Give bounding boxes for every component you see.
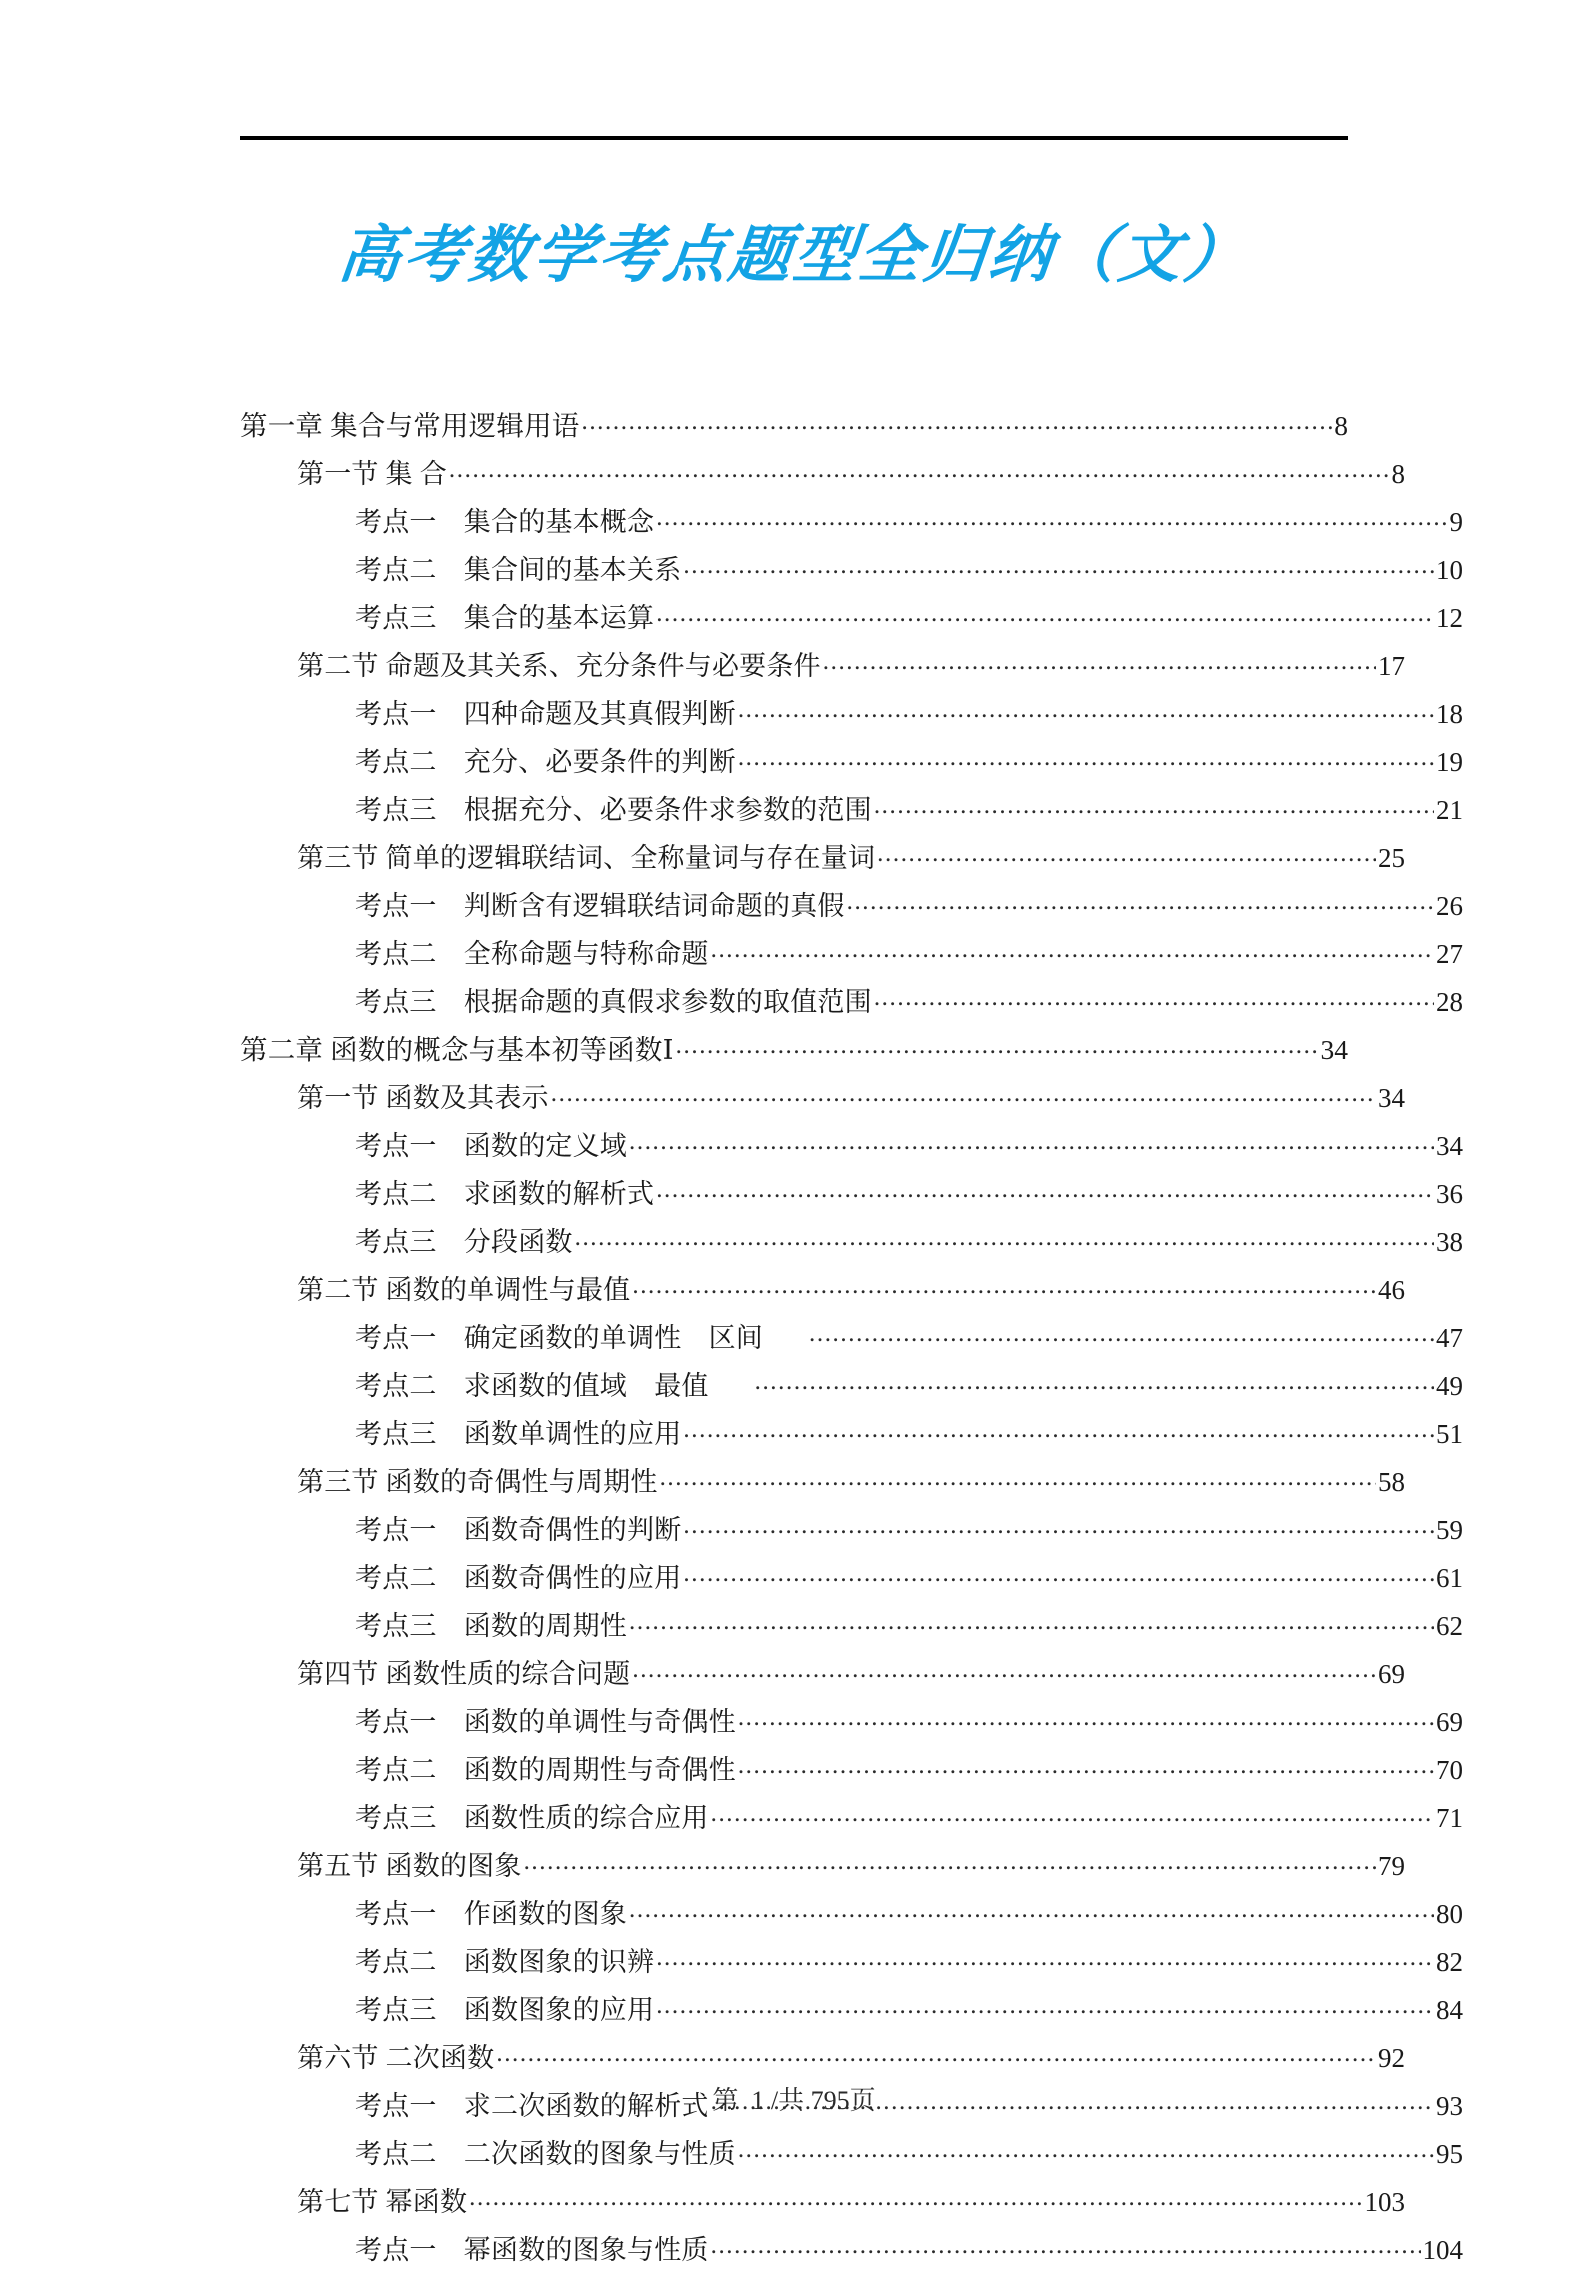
- toc-entry-chapter[interactable]: [240, 408, 1348, 456]
- toc-dot-leader: [629, 1896, 1434, 1923]
- toc-entry-page-number: 28: [1436, 987, 1463, 1017]
- toc-entry-point[interactable]: [240, 1128, 1463, 1176]
- toc-dot-leader: [632, 1272, 1376, 1299]
- toc-dot-leader: [656, 600, 1434, 627]
- toc-entry-point[interactable]: [240, 984, 1463, 1032]
- toc-dot-leader: [874, 984, 1434, 1011]
- toc-dot-leader: [469, 2184, 1362, 2211]
- toc-entry-label: 考点一 判断含有逻辑联结词命题的真假: [355, 891, 845, 921]
- toc-entry-section[interactable]: [240, 1080, 1405, 1128]
- toc-entry-label: 考点一 作函数的图象: [355, 1899, 627, 1929]
- toc-entry-label: 考点一 函数奇偶性的判断: [355, 1515, 682, 1545]
- toc-dot-leader: [660, 1464, 1376, 1491]
- toc-entry-point[interactable]: [240, 2136, 1463, 2184]
- toc-entry-label: 第六节 二次函数: [297, 2043, 495, 2073]
- toc-entry-page-number: 34: [1378, 1083, 1405, 1113]
- toc-entry-label: 考点一 函数的单调性与奇偶性: [355, 1707, 736, 1737]
- toc-dot-leader: [683, 1416, 1434, 1443]
- toc-entry-section[interactable]: [240, 1848, 1405, 1896]
- toc-entry-chapter[interactable]: [240, 1032, 1348, 1080]
- toc-entry-label: 第一节 函数及其表示: [297, 1083, 549, 1113]
- toc-dot-leader: [874, 792, 1434, 819]
- toc-entry-page-number: 84: [1436, 1995, 1463, 2025]
- toc-entry-page-number: 58: [1378, 1467, 1405, 1497]
- toc-entry-label: 考点一 函数的定义域: [355, 1131, 627, 1161]
- toc-dot-leader: [823, 648, 1376, 675]
- page-title: 高考数学考点题型全归纳（文）: [335, 218, 1253, 291]
- toc-entry-page-number: 69: [1436, 1707, 1463, 1737]
- toc-entry-label: 考点二 函数奇偶性的应用: [355, 1563, 682, 1593]
- toc-entry-section[interactable]: [240, 1272, 1405, 1320]
- toc-entry-label: 考点二 求函数的解析式: [355, 1179, 655, 1209]
- toc-entry-label: 考点一 四种命题及其真假判断: [355, 699, 736, 729]
- toc-dot-leader: [676, 1032, 1319, 1059]
- toc-entry-page-number: 69: [1378, 1659, 1405, 1689]
- toc-entry-label: 考点三 根据充分、必要条件求参数的范围: [355, 795, 872, 825]
- toc-dot-leader: [496, 2040, 1376, 2067]
- toc-entry-page-number: 9: [1449, 507, 1463, 537]
- toc-entry-point[interactable]: [240, 600, 1463, 648]
- toc-entry-page-number: 47: [1436, 1323, 1463, 1353]
- toc-entry-page-number: 25: [1378, 843, 1405, 873]
- toc-entry-label: 考点三 集合的基本运算: [355, 603, 655, 633]
- toc-entry-point[interactable]: [240, 1704, 1463, 1752]
- toc-entry-label: 第一节 集 合: [297, 459, 447, 489]
- toc-entry-label: 第二章 函数的概念与基本初等函数Ⅰ: [240, 1034, 674, 1065]
- toc-dot-leader: [581, 408, 1332, 435]
- toc-dot-leader: [656, 504, 1447, 531]
- toc-dot-leader: [683, 552, 1434, 579]
- toc-dot-leader: [738, 1752, 1434, 1779]
- toc-entry-point[interactable]: [240, 936, 1463, 984]
- header-rule: [240, 136, 1348, 140]
- toc-dot-leader: [656, 1176, 1434, 1203]
- toc-entry-point[interactable]: [240, 744, 1463, 792]
- toc-entry-point[interactable]: [240, 792, 1463, 840]
- toc-dot-leader: [847, 888, 1434, 915]
- toc-entry-page-number: 59: [1436, 1515, 1463, 1545]
- toc-entry-label: 考点三 根据命题的真假求参数的取值范围: [355, 987, 872, 1017]
- toc-dot-leader: [711, 1800, 1434, 1827]
- toc-entry-label: 考点一 求二次函数的解析式: [355, 2091, 709, 2121]
- toc-entry-page-number: 19: [1436, 747, 1463, 777]
- toc-entry-label: 考点二 求函数的值域 最值: [355, 1371, 709, 1401]
- toc-dot-leader: [656, 1944, 1434, 1971]
- toc-entry-point[interactable]: [240, 1608, 1463, 1656]
- toc-entry-page-number: 17: [1378, 651, 1405, 681]
- toc-entry-section[interactable]: [240, 1656, 1405, 1704]
- toc-entry-label: 第一章 集合与常用逻辑用语: [240, 410, 580, 441]
- toc-dot-leader: [656, 1992, 1434, 2019]
- toc-entry-point[interactable]: [240, 696, 1463, 744]
- table-of-contents: [240, 408, 1463, 2280]
- toc-entry-point[interactable]: [240, 1896, 1463, 1944]
- toc-entry-point[interactable]: [240, 1416, 1463, 1464]
- toc-entry-label: 考点二 函数的周期性与奇偶性: [355, 1755, 736, 1785]
- toc-entry-page-number: 80: [1436, 1899, 1463, 1929]
- toc-entry-page-number: 46: [1378, 1275, 1405, 1305]
- toc-entry-page-number: 26: [1436, 891, 1463, 921]
- toc-entry-label: 考点三 函数性质的综合应用: [355, 1803, 709, 1833]
- toc-entry-label: 考点三 分段函数: [355, 1227, 573, 1257]
- toc-entry-label: 第二节 命题及其关系、充分条件与必要条件: [297, 651, 821, 681]
- toc-entry-point[interactable]: [240, 552, 1463, 600]
- toc-entry-page-number: 51: [1436, 1419, 1463, 1449]
- toc-entry-point[interactable]: [240, 504, 1463, 552]
- toc-entry-point[interactable]: [240, 1800, 1463, 1848]
- toc-entry-section[interactable]: [240, 648, 1405, 696]
- toc-entry-point[interactable]: [240, 1320, 1463, 1368]
- toc-entry-point[interactable]: [240, 1512, 1463, 1560]
- toc-entry-page-number: 12: [1436, 603, 1463, 633]
- toc-dot-leader: [711, 2232, 1421, 2259]
- toc-entry-section[interactable]: [240, 1464, 1405, 1512]
- toc-dot-leader: [711, 936, 1434, 963]
- toc-entry-page-number: 93: [1436, 2091, 1463, 2121]
- toc-dot-leader: [738, 744, 1434, 771]
- toc-entry-page-number: 70: [1436, 1755, 1463, 1785]
- toc-entry-page-number: 21: [1436, 795, 1463, 825]
- toc-entry-label: 考点三 函数单调性的应用: [355, 1419, 682, 1449]
- toc-entry-page-number: 79: [1378, 1851, 1405, 1881]
- toc-entry-page-number: 61: [1436, 1563, 1463, 1593]
- toc-entry-page-number: 82: [1436, 1947, 1463, 1977]
- toc-entry-page-number: 62: [1436, 1611, 1463, 1641]
- toc-entry-section[interactable]: [240, 2184, 1405, 2232]
- toc-entry-label: 第四节 函数性质的综合问题: [297, 1659, 631, 1689]
- toc-entry-point[interactable]: [240, 2232, 1463, 2280]
- toc-entry-label: 考点三 函数的周期性: [355, 1611, 627, 1641]
- toc-entry-point[interactable]: [240, 1992, 1463, 2040]
- toc-entry-section[interactable]: [240, 456, 1405, 504]
- toc-entry-label: 考点三 函数图象的应用: [355, 1995, 655, 2025]
- toc-entry-label: 第二节 函数的单调性与最值: [297, 1275, 631, 1305]
- toc-dot-leader: [738, 2136, 1434, 2163]
- toc-dot-leader: [449, 456, 1390, 483]
- toc-dot-leader: [632, 1656, 1376, 1683]
- toc-entry-point[interactable]: [240, 888, 1463, 936]
- toc-dot-leader: [551, 1080, 1376, 1107]
- toc-entry-page-number: 8: [1391, 459, 1405, 489]
- toc-entry-label: 考点二 充分、必要条件的判断: [355, 747, 736, 777]
- toc-entry-page-number: 49: [1436, 1371, 1463, 1401]
- toc-entry-page-number: 34: [1436, 1131, 1463, 1161]
- toc-entry-label: 第三节 简单的逻辑联结词、全称量词与存在量词: [297, 843, 876, 873]
- toc-entry-label: 考点一 集合的基本概念: [355, 507, 655, 537]
- toc-dot-leader: [683, 1560, 1434, 1587]
- toc-entry-point[interactable]: [240, 1176, 1463, 1224]
- toc-dot-leader: [575, 1224, 1434, 1251]
- toc-entry-point[interactable]: [240, 1944, 1463, 1992]
- toc-dot-leader: [738, 696, 1434, 723]
- toc-entry-page-number: 18: [1436, 699, 1463, 729]
- toc-entry-label: 考点二 函数图象的识辨: [355, 1947, 655, 1977]
- page-footer: 第 1 /共 795页: [712, 2086, 876, 2115]
- toc-entry-page-number: 95: [1436, 2139, 1463, 2169]
- toc-entry-point[interactable]: [240, 1752, 1463, 1800]
- toc-entry-label: 考点二 集合间的基本关系: [355, 555, 682, 585]
- toc-entry-label: 考点二 二次函数的图象与性质: [355, 2139, 736, 2169]
- toc-entry-label: 第七节 幂函数: [297, 2187, 468, 2217]
- toc-dot-leader: [683, 1512, 1434, 1539]
- toc-entry-label: 第五节 函数的图象: [297, 1851, 522, 1881]
- toc-dot-leader: [524, 1848, 1376, 1875]
- toc-entry-page-number: 92: [1378, 2043, 1405, 2073]
- toc-entry-page-number: 34: [1320, 1034, 1348, 1065]
- toc-entry-page-number: 8: [1334, 410, 1348, 441]
- toc-entry-page-number: 36: [1436, 1179, 1463, 1209]
- toc-entry-section[interactable]: [240, 840, 1405, 888]
- toc-dot-leader: [629, 1128, 1434, 1155]
- toc-entry-label: 第三节 函数的奇偶性与周期性: [297, 1467, 658, 1497]
- toc-entry-point[interactable]: [240, 1224, 1463, 1272]
- toc-dot-leader: [738, 1704, 1434, 1731]
- toc-entry-point[interactable]: [240, 1560, 1463, 1608]
- toc-dot-leader: [809, 1320, 1434, 1347]
- toc-entry-page-number: 10: [1436, 555, 1463, 585]
- toc-dot-leader: [877, 840, 1376, 867]
- toc-dot-leader: [755, 1368, 1434, 1395]
- toc-entry-page-number: 71: [1436, 1803, 1463, 1833]
- toc-entry-page-number: 103: [1364, 2187, 1405, 2217]
- toc-entry-page-number: 104: [1422, 2235, 1463, 2265]
- toc-entry-label: 考点二 全称命题与特称命题: [355, 939, 709, 969]
- toc-entry-page-number: 27: [1436, 939, 1463, 969]
- toc-entry-label: 考点一 幂函数的图象与性质: [355, 2235, 709, 2265]
- toc-dot-leader: [629, 1608, 1434, 1635]
- toc-entry-page-number: 38: [1436, 1227, 1463, 1257]
- toc-entry-label: 考点一 确定函数的单调性 区间: [355, 1323, 763, 1353]
- toc-entry-point[interactable]: [240, 1368, 1463, 1416]
